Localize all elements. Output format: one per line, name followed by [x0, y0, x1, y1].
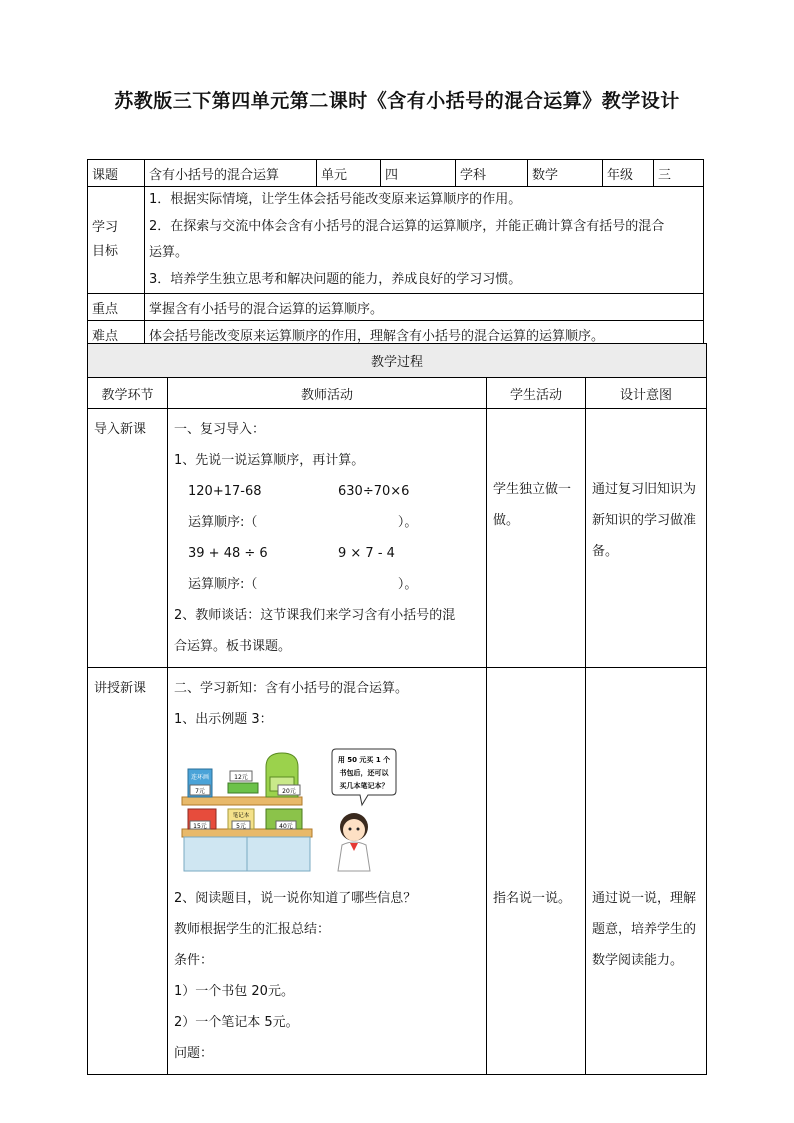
process-table	[87, 343, 707, 1075]
price-bag: 20元	[282, 788, 296, 795]
text-line: 1、出示例题 3：	[174, 712, 273, 727]
grade-value: 三	[654, 160, 704, 187]
goal-item: 1．根据实际情境，让学生体会括号能改变原来运算顺序的作用。	[149, 192, 522, 207]
calc-expression: 9 × 7 - 4	[338, 546, 395, 561]
table-row	[88, 668, 707, 1075]
table-row	[88, 409, 707, 668]
unit-value: 四	[381, 160, 456, 187]
shelf-top	[182, 797, 302, 805]
goals-list	[145, 187, 704, 294]
column-header: 教学环节	[88, 378, 168, 409]
difficulty-label: 难点	[88, 321, 145, 348]
column-header: 教师活动	[168, 378, 487, 409]
price-notebook: 5元	[236, 823, 246, 830]
price-book: 7元	[195, 788, 205, 795]
stage-cell: 导入新课	[88, 409, 168, 668]
subject-value: 数学	[528, 160, 603, 187]
example-illustration	[178, 743, 398, 873]
bubble-text-2: 书包后，还可以	[339, 769, 389, 777]
key-value: 掌握含有小括号的混合运算的运算顺序。	[145, 294, 704, 321]
price-pens: 15元	[193, 823, 207, 830]
teacher-activity	[168, 668, 487, 1075]
order-blank: 运算顺序:（ ）。	[188, 515, 418, 530]
shelf-bottom	[182, 829, 312, 837]
text-line: 问题：	[174, 1046, 214, 1061]
goal-item: 运算。	[149, 245, 189, 260]
text-line: 2、教师谈话：这节课我们来学习含有小括号的混	[174, 608, 456, 623]
goal-item: 2．在探索与交流中体会含有小括号的混合运算的运算顺序，并能正确计算含有括号的混合	[149, 218, 665, 234]
order-blank: 运算顺序:（ ）。	[188, 577, 418, 592]
subject-label: 学科	[456, 160, 528, 187]
goal-item: 3．培养学生独立思考和解决问题的能力，养成良好的学习习惯。	[149, 271, 522, 287]
text-line: 教师根据学生的汇报总结：	[174, 922, 331, 937]
page-title: 苏教版三下第四单元第二课时《含有小括号的混合运算》教学设计	[114, 90, 680, 112]
teacher-activity	[168, 409, 487, 668]
text-line: 2）一个笔记本 5元。	[174, 1015, 299, 1030]
text-line: 二、学习新知：含有小括号的混合运算。	[174, 681, 409, 696]
goals-label-line-2: 目标	[92, 244, 119, 259]
student-activity: 指名说一说。	[487, 668, 586, 1075]
price-blocks: 40元	[279, 823, 293, 830]
goals-label-line-1: 学习	[92, 220, 119, 235]
stage-cell: 讲授新课	[88, 668, 168, 1075]
topic-value: 含有小括号的混合运算	[145, 160, 317, 187]
topic-label: 课题	[88, 160, 145, 187]
calc-row	[174, 538, 480, 569]
text-line: 1、先说一说运算顺序，再计算。	[174, 453, 365, 468]
calc-expression: 39 + 48 ÷ 6	[188, 546, 268, 561]
text-line: 合运算。板书课题。	[174, 639, 292, 654]
info-row-goals	[88, 187, 704, 294]
column-header: 设计意图	[586, 378, 707, 409]
text-line: 一、复习导入：	[174, 422, 266, 437]
design-intent: 通过说一说，理解题意，培养学生的数学阅读能力。	[586, 668, 707, 1075]
process-header: 教学过程	[88, 344, 707, 378]
info-row-basic	[88, 160, 704, 187]
column-header-row	[88, 378, 707, 409]
column-header: 学生活动	[487, 378, 586, 409]
calc-expression: 630÷70×6	[338, 484, 410, 499]
bubble-text-1: 用 50 元买 1 个	[337, 756, 391, 764]
notebook-label: 笔记本	[232, 813, 250, 819]
key-label: 重点	[88, 294, 145, 321]
student-activity: 学生独立做一做。	[487, 409, 586, 668]
goals-label	[88, 187, 145, 294]
girl-student-icon	[338, 813, 370, 871]
design-intent: 通过复习旧知识为新知识的学习做准备。	[586, 409, 707, 668]
difficulty-value: 体会括号能改变原来运算顺序的作用，理解含有小括号的混合运算的运算顺序。	[145, 321, 704, 348]
price-box: 12元	[234, 774, 248, 781]
grade-label: 年级	[603, 160, 654, 187]
calc-row	[174, 476, 480, 507]
text-line: 2、阅读题目，说一说你知道了哪些信息？	[174, 891, 417, 906]
pencil-box-icon	[228, 783, 258, 793]
text-line: 条件：	[174, 953, 214, 968]
book-label: 连环画	[190, 774, 210, 781]
text-line: 1）一个书包 20元。	[174, 984, 294, 999]
info-table	[87, 159, 704, 348]
unit-label: 单元	[317, 160, 381, 187]
bubble-text-3: 买几本笔记本？	[339, 782, 389, 790]
info-row-key	[88, 294, 704, 321]
calc-expression: 120+17-68	[188, 484, 262, 499]
